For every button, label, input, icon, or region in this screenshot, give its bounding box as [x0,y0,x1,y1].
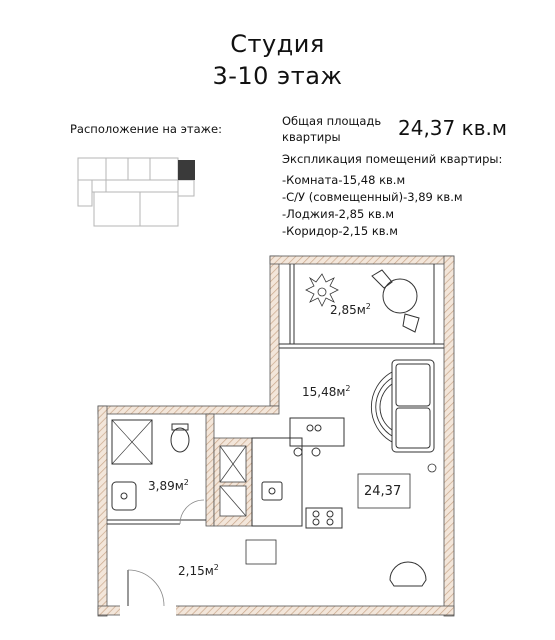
floor-plan [0,240,555,630]
floor-unit [178,180,194,196]
total-area-value: 24,37 кв.м [398,116,507,140]
stove-icon [306,508,342,528]
wall [98,406,279,414]
wall [98,406,107,616]
apartment-highlight [178,160,195,180]
floor-unit [78,158,106,180]
explication-item: -Комната-15,48 кв.м [282,173,406,187]
entrance-door-swing [128,570,164,606]
page-title-line1: Студия [230,30,325,58]
corridor-area-label: $2,15м^2$ [178,563,219,578]
wall [270,256,454,264]
dining-table-icon [290,418,344,456]
explication-heading: Экспликация помещений квартиры: [282,152,503,166]
area-label-line1: Общая площадь [282,114,382,128]
wall [270,256,279,406]
toilet-icon [171,428,189,452]
floor-unit [150,158,178,180]
sofa-icon [392,360,434,452]
explication-item: -Коридор-2,15 кв.м [282,224,398,238]
explication-item: -Лоджия-2,85 кв.м [282,207,395,221]
room-area-label: $15,48м^2$ [302,384,351,399]
floor-unit [92,180,106,192]
bathroom-area-label: $3,89м^2$ [148,478,189,493]
entry-cabinet [246,540,276,564]
explication-item: -С/У (совмещенный)-3,89 кв.м [282,190,463,204]
loggia-table-icon [372,270,419,332]
floor-unit [106,158,128,180]
floor-location-diagram [70,150,210,240]
area-label-line2: квартиры [282,130,341,144]
rug-icon [371,372,392,442]
floor-unit [78,180,92,206]
explication-list [282,172,463,240]
wall [206,414,214,526]
bathroom-sink-icon [112,482,136,510]
armchair-icon [390,562,426,586]
wall [444,256,454,616]
total-area-plan-label: 24,37 [364,484,402,499]
lamp-icon [428,464,436,472]
page-title-line2: 3-10 этаж [212,62,343,90]
floor-unit [94,192,140,226]
floor-unit [140,192,178,226]
location-label: Расположение на этаже: [70,122,222,136]
sink-icon [262,482,282,500]
loggia-area-label: $2,85м^2$ [330,302,371,317]
floor-unit [128,158,150,180]
